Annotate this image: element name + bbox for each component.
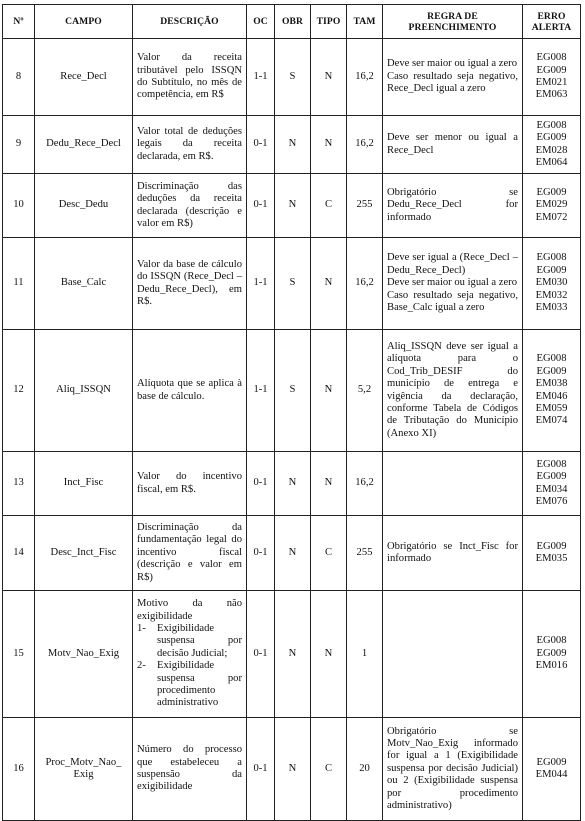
error-code: EG008 — [536, 52, 567, 64]
data-type: C — [311, 516, 347, 591]
error-codes — [523, 116, 581, 174]
fill-rule-text: Deve ser igual a (Rece_Decl – Dedu_Rece_Decl) — [387, 252, 518, 276]
occurrence: 0-1 — [247, 718, 275, 821]
col-header-descricao: DESCRIÇÃO — [133, 5, 247, 39]
row-number: 10 — [3, 174, 35, 238]
field-name: Aliq_ISSQN — [35, 330, 133, 452]
fill-rule — [383, 238, 523, 330]
option-number: 1- — [137, 622, 146, 634]
fill-rule — [383, 516, 523, 591]
error-code: EM064 — [535, 156, 568, 168]
data-type: N — [311, 452, 347, 516]
option-text: Exigibilidade suspensa por procedimento administrativo — [157, 660, 242, 709]
required-flag: N — [275, 516, 311, 591]
description-text: Valor total de deduções legais da receita declarada, em R$. — [137, 125, 242, 162]
error-code: EM034 — [535, 483, 568, 495]
error-code: EG009 — [536, 471, 567, 483]
description-text: Valor da base de cálculo do ISSQN (Rece_Decl – Dedu_Rece_Decl), em R$. — [137, 258, 242, 307]
row-number: 15 — [3, 591, 35, 718]
required-flag: N — [275, 174, 311, 238]
required-flag: S — [275, 238, 311, 330]
field-size: 1 — [347, 591, 383, 718]
field-description — [133, 238, 247, 330]
table-row — [3, 39, 581, 116]
error-codes — [523, 39, 581, 116]
description-text: Número do processo que estabeleceu a suspensão da exigibilidade — [137, 744, 242, 793]
field-size: 16,2 — [347, 39, 383, 116]
error-code: EM033 — [535, 302, 568, 314]
error-codes — [523, 238, 581, 330]
field-size: 16,2 — [347, 238, 383, 330]
description-text: Discriminação da fundamentação legal do incentivo fiscal (descrição e valor em R$) — [137, 521, 242, 583]
table-row — [3, 718, 581, 821]
col-header-tipo: TIPO — [311, 5, 347, 39]
fill-rule — [383, 452, 523, 516]
description-text: Discriminação das deduções da receita declarada (descrição e valor em R$) — [137, 180, 242, 229]
error-code: EG008 — [536, 252, 567, 264]
error-code: EM021 — [535, 77, 568, 88]
table-row — [3, 516, 581, 591]
error-codes — [523, 591, 581, 718]
data-type: N — [311, 39, 347, 116]
error-code: EG008 — [536, 353, 567, 365]
field-description — [133, 330, 247, 452]
table-row — [3, 116, 581, 174]
row-number: 13 — [3, 452, 35, 516]
field-name: Desc_Dedu — [35, 174, 133, 238]
row-number: 8 — [3, 39, 35, 116]
error-codes — [523, 452, 581, 516]
description-text: Valor do incentivo fiscal, em R$. — [137, 471, 242, 495]
fill-rule-text: Caso resultado seja negativo, Base_Calc igual a zero — [387, 289, 518, 314]
field-name: Proc_Motv_Nao_ Exig — [35, 718, 133, 821]
error-code: EM074 — [535, 415, 568, 427]
row-number: 9 — [3, 116, 35, 174]
data-type: C — [311, 174, 347, 238]
required-flag: N — [275, 452, 311, 516]
col-header-campo: CAMPO — [35, 5, 133, 39]
field-description — [133, 116, 247, 174]
error-code: EM030 — [535, 277, 568, 289]
row-number: 11 — [3, 238, 35, 330]
description-option — [137, 660, 242, 710]
error-code: EG009 — [536, 540, 567, 552]
required-flag: S — [275, 39, 311, 116]
field-description — [133, 452, 247, 516]
field-name: Motv_Nao_Exig — [35, 591, 133, 718]
occurrence: 0-1 — [247, 116, 275, 174]
field-description — [133, 39, 247, 116]
field-name: Dedu_Rece_Decl — [35, 116, 133, 174]
field-size: 255 — [347, 174, 383, 238]
fill-rule-text: Deve ser maior ou igual a zero — [387, 58, 518, 70]
error-code: EM044 — [535, 769, 568, 780]
row-number: 12 — [3, 330, 35, 452]
occurrence: 0-1 — [247, 452, 275, 516]
fill-rule — [383, 718, 523, 821]
field-size: 255 — [347, 516, 383, 591]
error-code: EG009 — [536, 365, 567, 377]
error-codes — [523, 718, 581, 821]
table-row — [3, 174, 581, 238]
error-code: EM016 — [535, 660, 568, 672]
row-number: 14 — [3, 516, 35, 591]
fill-rule — [383, 174, 523, 238]
error-codes — [523, 174, 581, 238]
error-code: EM046 — [535, 390, 568, 402]
required-flag: N — [275, 718, 311, 821]
field-name: Rece_Decl — [35, 39, 133, 116]
error-codes — [523, 330, 581, 452]
fill-rule — [383, 591, 523, 718]
data-type: C — [311, 718, 347, 821]
occurrence: 1-1 — [247, 39, 275, 116]
field-size: 5,2 — [347, 330, 383, 452]
description-text: Alíquota que se aplica à base de cálculo. — [137, 378, 242, 402]
fill-rule-text: Aliq_ISSQN deve ser igual a alíquota para o Cod_Trib_DESIF do município de entrega e vigência da declaração, conforme Tabela de Códigos de Tributação do Município (Anexo XI) — [387, 340, 518, 439]
table-row — [3, 238, 581, 330]
error-code: EM063 — [535, 89, 568, 101]
description-options — [137, 623, 242, 710]
field-description — [133, 591, 247, 718]
occurrence: 0-1 — [247, 516, 275, 591]
required-flag: N — [275, 591, 311, 718]
table-row — [3, 591, 581, 718]
col-header-tam: TAM — [347, 5, 383, 39]
occurrence: 0-1 — [247, 174, 275, 238]
fill-rule — [383, 116, 523, 174]
field-name: Desc_Inct_Fisc — [35, 516, 133, 591]
description-text: Valor da receita tributável pelo ISSQN do Subtítulo, no mês de competência, em R$ — [137, 52, 242, 101]
fill-rule-text: Obrigatório se Dedu_Rece_Decl for informado — [387, 186, 518, 223]
field-name: Inct_Fisc — [35, 452, 133, 516]
error-code: EG009 — [536, 132, 567, 144]
col-header-num: Nº — [3, 5, 35, 39]
occurrence: 1-1 — [247, 330, 275, 452]
error-code: EG008 — [536, 119, 567, 131]
data-type: N — [311, 116, 347, 174]
error-code: EM028 — [535, 144, 568, 156]
fill-rule-text: Caso resultado seja negativo, Rece_Decl igual a zero — [387, 70, 518, 95]
error-code: EM035 — [535, 553, 568, 564]
error-code: EG009 — [536, 64, 567, 76]
fill-rule-text: Obrigatório se Motv_Nao_Exig informado for igual a 1 (Exigibilidade suspensa por decisão Judicial) ou 2 (Exigibilidade suspensa por procedimento administrativo) — [387, 725, 518, 812]
error-codes — [523, 516, 581, 591]
error-code: EG009 — [536, 264, 567, 276]
required-flag: N — [275, 116, 311, 174]
data-type: N — [311, 238, 347, 330]
fill-rule-text: Deve ser menor ou igual a Rece_Decl — [387, 132, 518, 156]
fill-rule-text: Obrigatório se Inct_Fisc for informado — [387, 540, 518, 564]
row-number: 16 — [3, 718, 35, 821]
field-name: Base_Calc — [35, 238, 133, 330]
field-description — [133, 718, 247, 821]
field-description — [133, 174, 247, 238]
field-size: 20 — [347, 718, 383, 821]
table-row — [3, 330, 581, 452]
error-code: EG008 — [536, 635, 567, 647]
error-code: EM072 — [535, 211, 568, 223]
header-row — [3, 5, 581, 39]
fill-rule-text: Deve ser maior ou igual a zero — [387, 277, 518, 289]
col-header-regra: REGRA DE PREENCHIMENTO — [383, 5, 523, 39]
error-code: EG008 — [536, 458, 567, 470]
error-code: EM029 — [535, 199, 568, 211]
table-row — [3, 452, 581, 516]
error-code: EM032 — [535, 289, 568, 301]
error-code: EG009 — [536, 756, 567, 768]
field-size: 16,2 — [347, 116, 383, 174]
error-code: EM076 — [535, 495, 568, 507]
fill-rule — [383, 39, 523, 116]
error-code: EM059 — [535, 402, 568, 414]
field-description — [133, 516, 247, 591]
required-flag: S — [275, 330, 311, 452]
field-spec-table — [2, 4, 581, 821]
occurrence: 0-1 — [247, 591, 275, 718]
field-size: 16,2 — [347, 452, 383, 516]
error-code: EM038 — [535, 378, 568, 390]
data-type: N — [311, 330, 347, 452]
fill-rule — [383, 330, 523, 452]
occurrence: 1-1 — [247, 238, 275, 330]
col-header-oc: OC — [247, 5, 275, 39]
error-code: EG009 — [536, 186, 567, 198]
error-code: EG009 — [536, 647, 567, 659]
description-text: Motivo da não exigibilidade — [137, 598, 242, 622]
description-option — [137, 623, 242, 660]
col-header-erro: ERRO ALERTA — [523, 5, 581, 39]
option-text: Exigibilidade suspensa por decisão Judicial; — [157, 622, 242, 659]
data-type: N — [311, 591, 347, 718]
option-number: 2- — [137, 660, 146, 672]
col-header-obr: OBR — [275, 5, 311, 39]
